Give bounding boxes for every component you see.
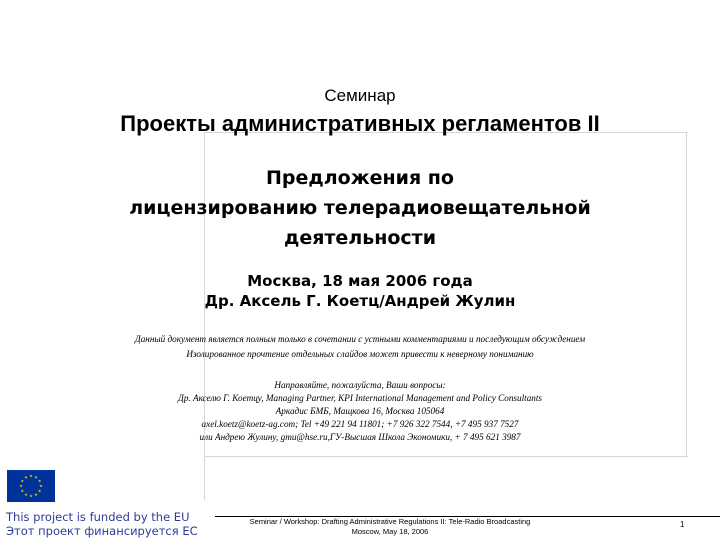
footer-text — [215, 517, 565, 537]
eu-star-icon — [29, 494, 32, 497]
eu-star-icon — [34, 493, 37, 496]
eu-star-icon — [19, 484, 22, 487]
frame-bottom-line — [204, 456, 688, 457]
slide-content — [0, 86, 720, 444]
subtitle-line: Предложения по — [266, 167, 454, 189]
funding-statement-ru: Этот проект финансируется ЕС — [6, 524, 198, 538]
eu-star-icon — [38, 489, 41, 492]
eu-star-icon — [34, 476, 37, 479]
contact-line: Аркадис БМБ, Мащкова 16, Москва 105064 — [275, 406, 445, 416]
funding-statement-en: This project is funded by the EU — [6, 510, 190, 524]
eu-flag-icon — [7, 470, 55, 502]
disclaimer-notes — [0, 332, 720, 362]
eu-star-icon — [29, 474, 32, 477]
eu-star-icon — [21, 479, 24, 482]
note-line: Изолированное прочтение отдельных слайдов может привести к неверному пониманию — [186, 349, 534, 359]
subtitle-line: деятельности — [283, 227, 437, 249]
eu-star-icon — [39, 484, 42, 487]
subtitle-line: лицензированию телерадиовещательной — [129, 197, 591, 219]
contact-line: axel.koetz@koetz-ag.com; Tel +49 221 94 11801; +7 926 322 7544, +7 495 937 7527 — [201, 419, 519, 429]
eu-star-icon — [24, 493, 27, 496]
footer-line-1: Seminar / Workshop: Drafting Administrative Regulations II: Tele-Radio Broadcasting — [249, 517, 531, 526]
contact-line: или Андрею Жулину, gmu@hse.ru,ГУ-Высшая Школа Экономики, + 7 495 621 3987 — [199, 432, 521, 442]
contact-line: Направляйте, пожалуйста, Ваши вопросы: — [274, 380, 446, 390]
place-date-block — [0, 271, 720, 311]
eu-star-icon — [38, 479, 41, 482]
note-line: Данный документ является полным только в сочетании с устными комментариями и последующим обсуждением — [134, 334, 586, 344]
page-number: 1 — [680, 520, 685, 529]
contact-line: Др. Акселю Г. Коетцу, Managing Partner, KPI International Management and Policy Consultants — [177, 393, 543, 403]
funding-statement — [6, 510, 198, 538]
eu-star-icon — [24, 476, 27, 479]
footer-line-2: Moscow, May 18, 2006 — [351, 527, 429, 536]
subtitle — [0, 163, 720, 253]
seminar-label: Семинар — [324, 86, 396, 105]
main-title: Проекты административных регламентов II — [120, 111, 600, 136]
authors: Др. Аксель Г. Коетц/Андрей Жулин — [204, 292, 516, 310]
place-date: Москва, 18 мая 2006 года — [247, 272, 473, 290]
eu-star-icon — [21, 489, 24, 492]
contacts-block — [0, 379, 720, 444]
